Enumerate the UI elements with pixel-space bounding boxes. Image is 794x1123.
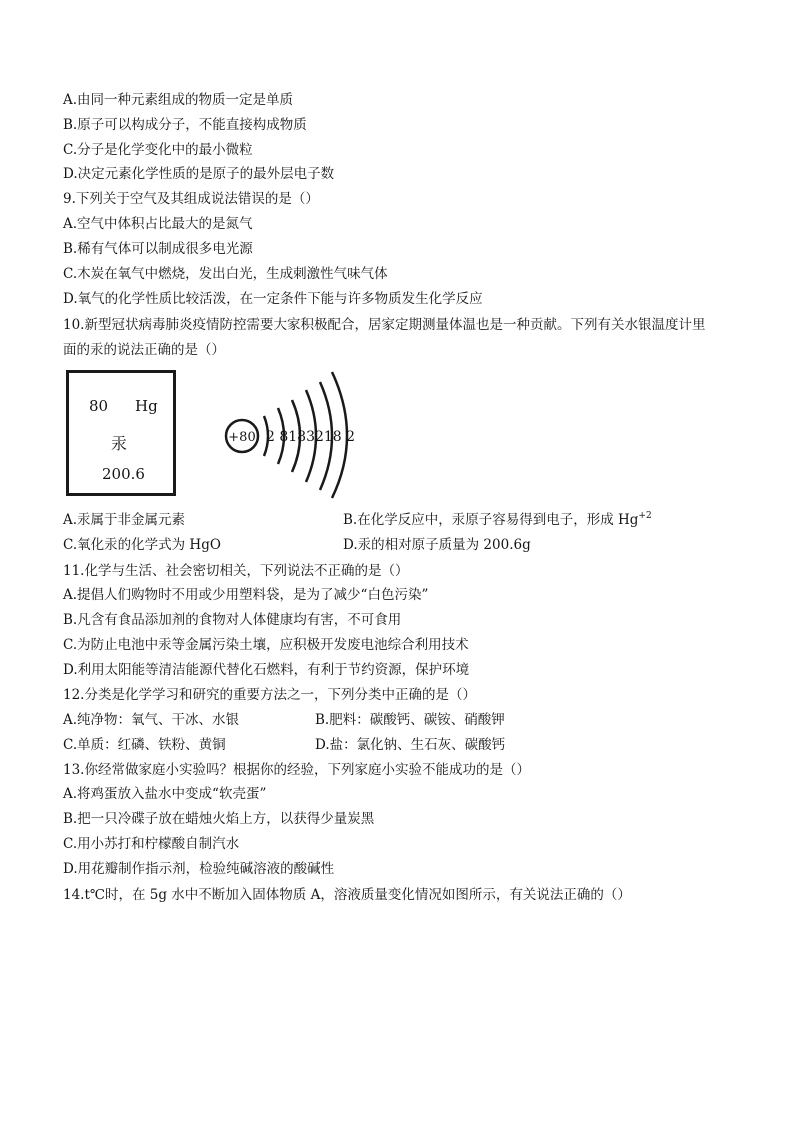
q13-option-d: D.用花瓣制作指示剂，检验纯碱溶液的酸碱性 xyxy=(63,861,335,877)
mercury-figure xyxy=(66,368,366,500)
q10-option-b-charge: +2 xyxy=(638,511,652,521)
element-symbol: Hg xyxy=(135,397,158,415)
q10-stem-line2: 面的汞的说法正确的是（） xyxy=(63,342,225,358)
q13-option-b: B.把一只冷碟子放在蜡烛火焰上方，以获得少量炭黑 xyxy=(63,811,375,827)
q8-option-c: C.分子是化学变化中的最小微粒 xyxy=(63,142,253,158)
q9-option-d: D.氧气的化学性质比较活泼，在一定条件下能与许多物质发生化学反应 xyxy=(63,291,483,307)
q13-stem: 13.你经常做家庭小实验吗？根据你的经验，下列家庭小实验不能成功的是（） xyxy=(63,762,530,778)
q11-stem: 11.化学与生活、社会密切相关，下列说法不正确的是（） xyxy=(63,563,409,579)
q12-option-b: B.肥料：碳酸钙、碳铵、硝酸钾 xyxy=(315,712,505,728)
q9-option-b: B.稀有气体可以制成很多电光源 xyxy=(63,241,253,257)
q9-option-a: A.空气中体积占比最大的是氮气 xyxy=(63,216,253,232)
q10-option-c: C.氧化汞的化学式为 HgO xyxy=(63,537,221,553)
q10-option-d: D.汞的相对原子质量为 200.6g xyxy=(343,537,531,553)
q11-option-b: B.凡含有食品添加剂的食物对人体健康均有害，不可食用 xyxy=(63,612,402,628)
q10-option-b xyxy=(343,508,652,532)
element-name: 汞 xyxy=(111,434,128,453)
q10-option-a: A.汞属于非金属元素 xyxy=(63,512,186,528)
q10-stem-line1: 10.新型冠状病毒肺炎疫情防控需要大家积极配合，居家定期测量体温也是一种贡献。下列有关水银温度计里 xyxy=(63,317,706,333)
atomic-mass: 200.6 xyxy=(102,465,145,483)
q11-option-d: D.利用太阳能等清洁能源代替化石燃料，有利于节约资源，保护环境 xyxy=(63,662,470,678)
atomic-structure-diagram xyxy=(216,368,366,500)
atomic-number: 80 xyxy=(89,397,109,415)
nucleus-charge: +80 xyxy=(228,430,256,445)
q8-option-b: B.原子可以构成分子，不能直接构成物质 xyxy=(63,117,307,133)
q13-option-a: A.将鸡蛋放入盐水中变成“软壳蛋” xyxy=(63,786,267,802)
periodic-table-cell xyxy=(66,370,176,496)
q13-option-c: C.用小苏打和柠檬酸自制汽水 xyxy=(63,836,240,852)
q11-option-c: C.为防止电池中汞等金属污染土壤，应积极开发废电池综合利用技术 xyxy=(63,637,469,653)
shell-electron-counts: 2 8183218 2 xyxy=(266,429,356,445)
q12-option-c: C.单质：红磷、铁粉、黄铜 xyxy=(63,737,226,753)
q9-option-c: C.木炭在氧气中燃烧，发出白光，生成刺激性气味气体 xyxy=(63,266,388,282)
q12-option-a: A.纯净物：氧气、干冰、水银 xyxy=(63,712,240,728)
q11-option-a: A.提倡人们购物时不用或少用塑料袋，是为了减少“白色污染” xyxy=(63,587,429,603)
q8-option-d: D.决定元素化学性质的是原子的最外层电子数 xyxy=(63,166,335,182)
q14-stem: 14.t℃时，在 5g 水中不断加入固体物质 A，溶液质量变化情况如图所示，有关说法正确的（） xyxy=(63,887,631,903)
q9-stem: 9.下列关于空气及其组成说法错误的是（） xyxy=(63,191,319,207)
q12-stem: 12.分类是化学学习和研究的重要方法之一，下列分类中正确的是（） xyxy=(63,687,476,703)
q12-option-d: D.盐：氯化钠、生石灰、碳酸钙 xyxy=(315,737,506,753)
q10-option-b-text: B.在化学反应中，汞原子容易得到电子，形成 Hg xyxy=(343,512,639,528)
q8-option-a: A.由同一种元素组成的物质一定是单质 xyxy=(63,92,294,108)
